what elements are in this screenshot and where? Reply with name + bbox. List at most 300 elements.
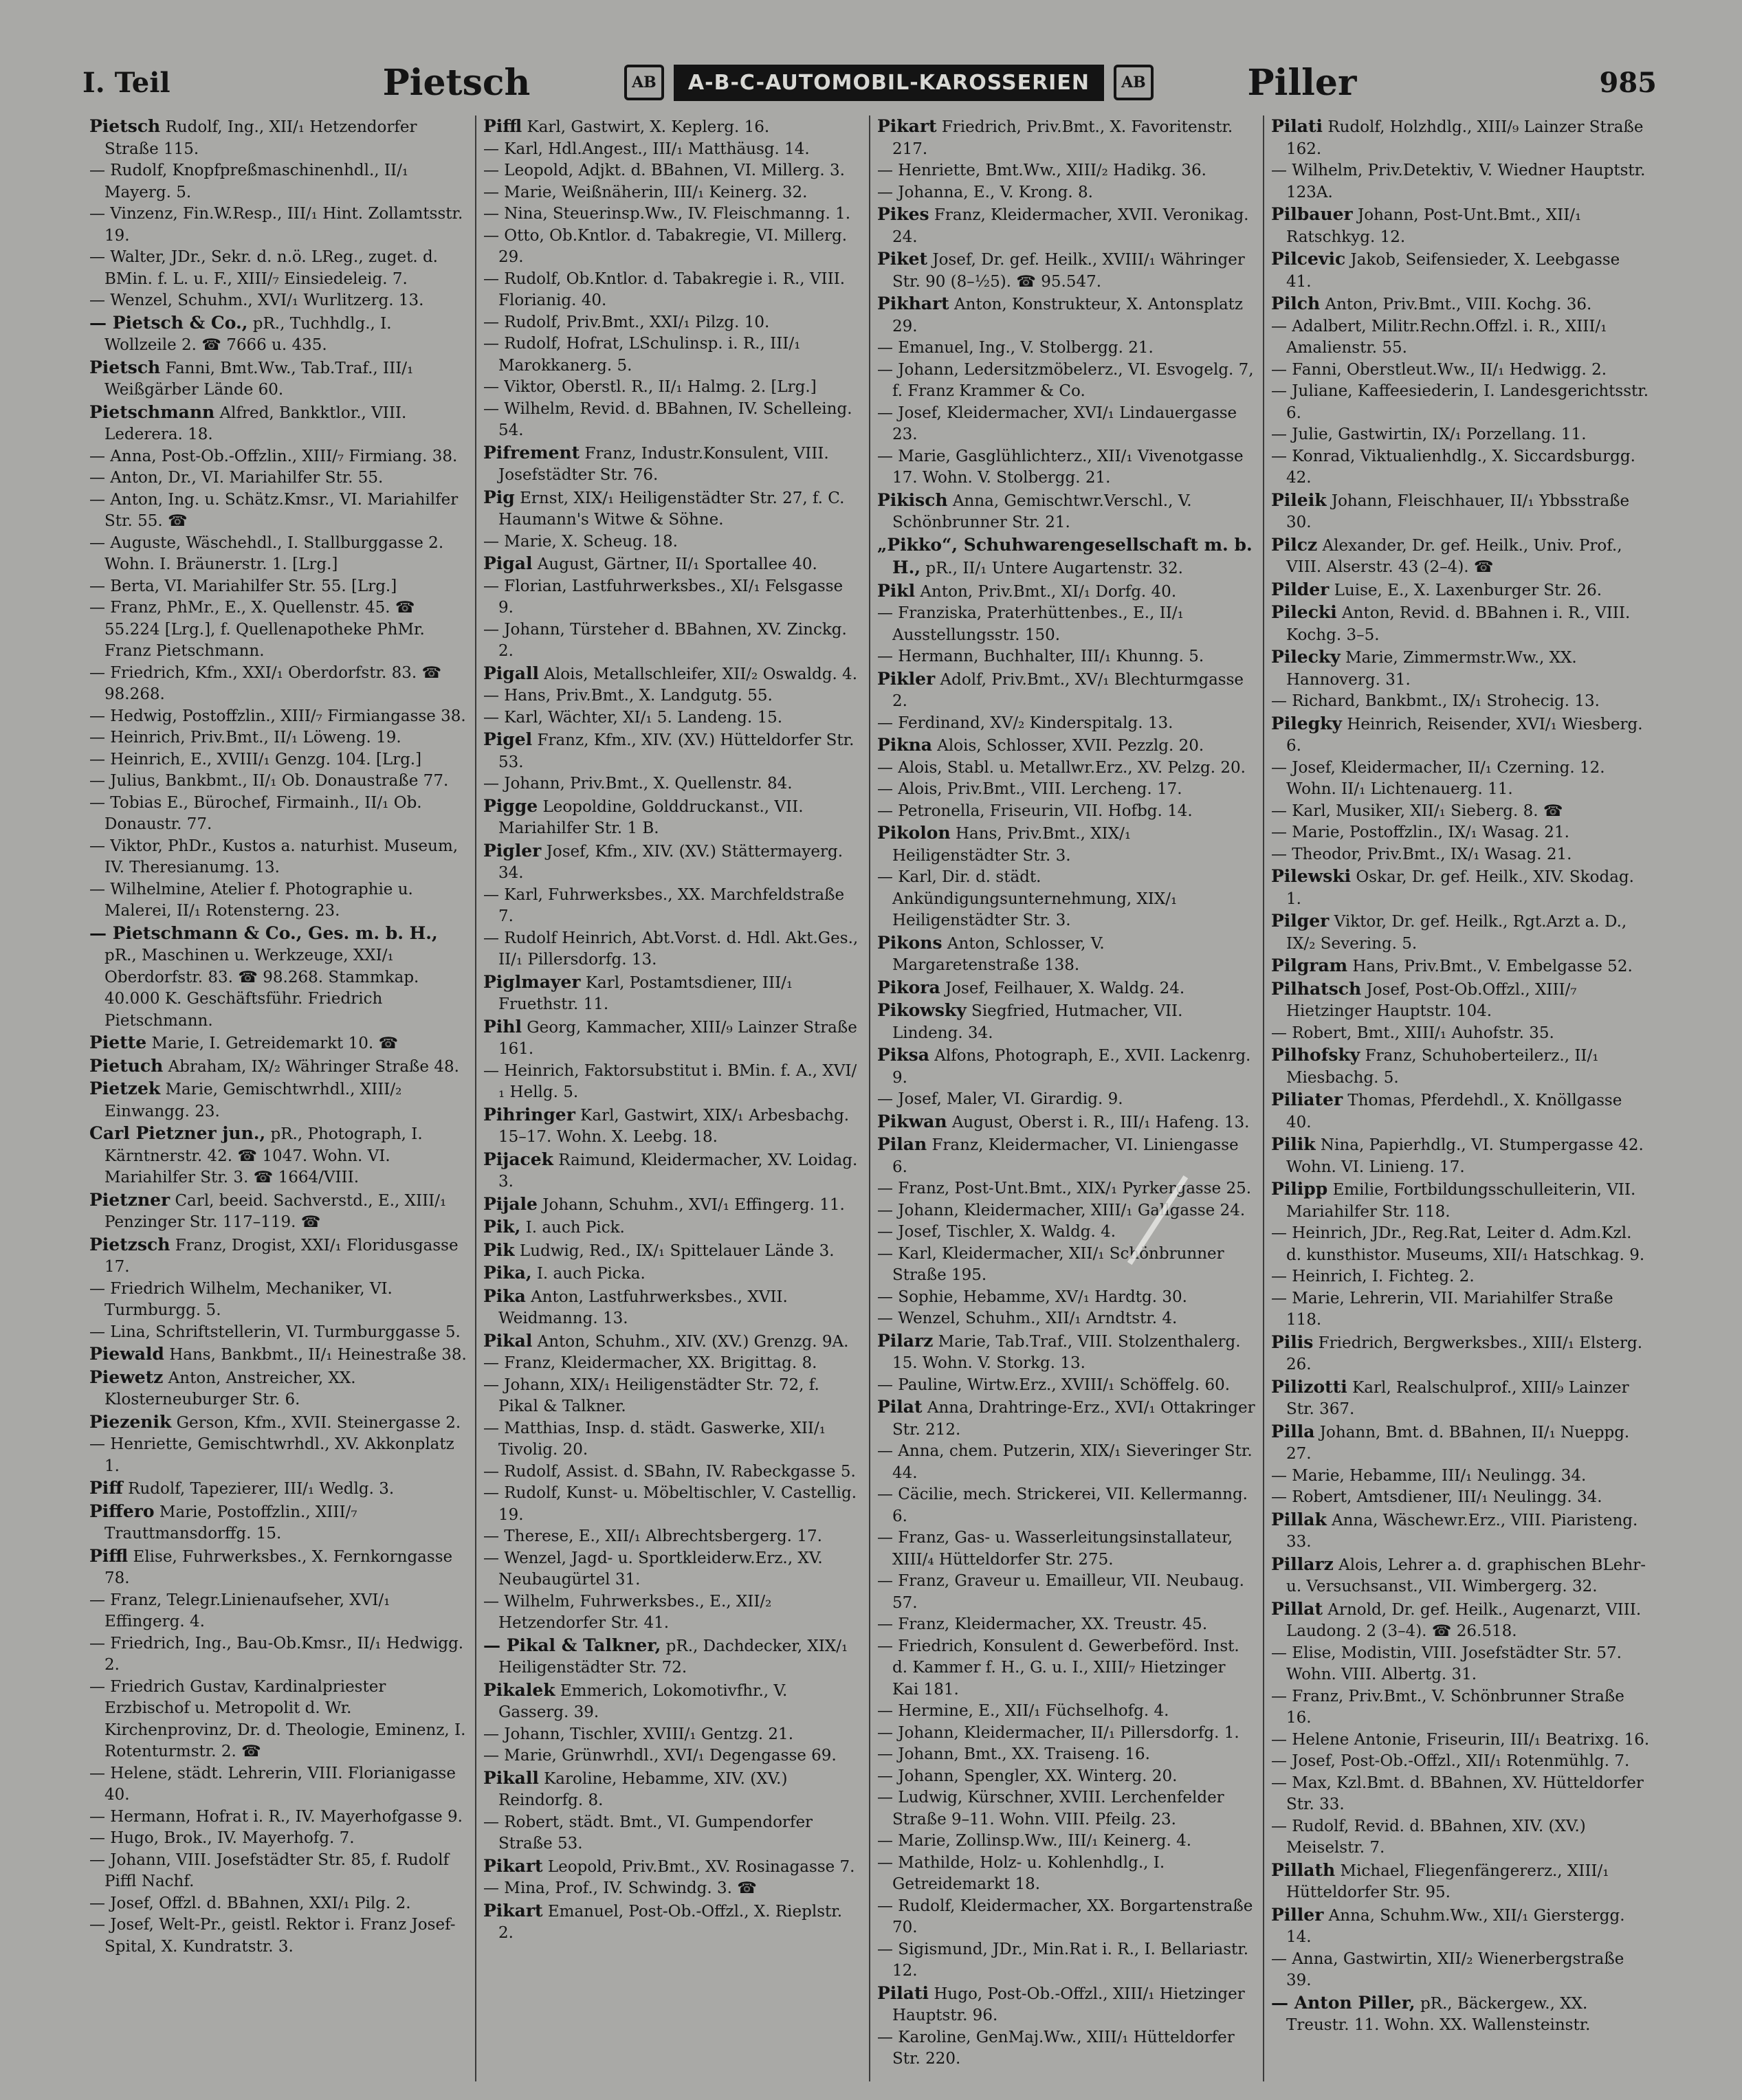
directory-entry bbox=[1271, 1859, 1650, 1904]
entry-text: — Wilhelm, Revid. d. BBahnen, IV. Schelleing. 54. bbox=[483, 399, 852, 439]
entry-surname: Pikalek bbox=[483, 1679, 555, 1700]
entry-text: Anton, Konstrukteur, X. Antonsplatz 29. bbox=[892, 296, 1244, 335]
directory-entry bbox=[89, 115, 468, 160]
entry-text: — Auguste, Wäschehdl., I. Stallburggasse 2. Wohn. I. Bräunerstr. 1. [Lrg.] bbox=[89, 533, 444, 573]
entry-text: — Julie, Gastwirtin, IX/₁ Porzellang. 11. bbox=[1271, 425, 1587, 443]
entry-text: — Helene Antonie, Friseurin, III/₁ Beatrixg. 16. bbox=[1271, 1730, 1650, 1749]
directory-entry bbox=[1271, 1487, 1650, 1509]
entry-text: — Friedrich Gustav, Kardinalpriester Erzbischof u. Metropolit d. Wr. Kirchenprovinz, Dr. d. Theologie, Eminenz, I. Rotenturmstr. 2. ☎ bbox=[89, 1677, 466, 1760]
directory-entry bbox=[1271, 381, 1650, 424]
directory-entry bbox=[89, 1545, 468, 1590]
entry-text: — Marie, Postoffzlin., IX/₁ Wasag. 21. bbox=[1271, 824, 1569, 841]
entry-text: Leopold, Priv.Bmt., XV. Rosinagasse 7. bbox=[542, 1857, 855, 1876]
entry-text: — Johann, Ledersitzmöbelerz., VI. Esvogelg. 7, f. Franz Krammer & Co. bbox=[877, 360, 1254, 400]
entry-surname: Pilhatsch bbox=[1271, 978, 1362, 999]
directory-entry bbox=[1271, 1178, 1650, 1223]
entry-text: — Johann, Kleidermacher, II/₁ Pillersdorfg. 1. bbox=[877, 1723, 1239, 1742]
directory-entry bbox=[89, 312, 468, 357]
entry-surname: Pietschmann bbox=[89, 401, 215, 422]
entry-text: Anton, Priv.Bmt., VIII. Kochg. 36. bbox=[1320, 296, 1592, 313]
directory-entry bbox=[877, 1287, 1256, 1309]
directory-entry bbox=[483, 576, 862, 619]
entry-text: — Franz, Telegr.Linienaufseher, XVI/₁ Effingerg. 4. bbox=[89, 1591, 390, 1631]
entry-text: — Karl, Dir. d. städt. Ankündigungsunternehmung, XIX/₁ Heiligenstädter Str. 3. bbox=[877, 868, 1178, 929]
directory-entry bbox=[877, 1614, 1256, 1636]
entry-surname: Pigall bbox=[483, 663, 539, 683]
directory-entry bbox=[877, 1939, 1256, 1982]
directory-entry bbox=[877, 1831, 1256, 1853]
directory-entry bbox=[89, 1893, 468, 1915]
directory-entry bbox=[483, 225, 862, 269]
entry-text: Leopoldine, Golddruckanst., VII. Mariahilfer Str. 1 B. bbox=[498, 797, 804, 837]
page-number: 985 bbox=[1599, 66, 1657, 99]
entry-surname: Piffero bbox=[89, 1501, 155, 1521]
directory-entry bbox=[1271, 1089, 1650, 1134]
entry-surname: Pietsch bbox=[89, 357, 161, 377]
entry-text: — Anton, Dr., VI. Mariahilfer Str. 55. bbox=[89, 469, 384, 487]
entry-text: — Josef, Offzl. d. BBahnen, XXI/₁ Pilg. 2. bbox=[89, 1894, 411, 1912]
entry-surname: Pikart bbox=[877, 116, 937, 136]
entry-surname: Pilarz bbox=[877, 1330, 934, 1351]
directory-entry bbox=[1271, 446, 1650, 489]
entry-text: — Adalbert, Militr.Rechn.Offzl. i. R., XIII/₁ Amalienstr. 55. bbox=[1271, 317, 1607, 357]
entry-text: — Konrad, Viktualienhdlg., X. Siccardsburgg. 42. bbox=[1271, 447, 1635, 487]
entry-text: — Rudolf, Kleidermacher, XX. Borgartenstraße 70. bbox=[877, 1897, 1253, 1936]
directory-entry bbox=[877, 1244, 1256, 1287]
entry-text: Oskar, Dr. gef. Heilk., XIV. Skodag. 1. bbox=[1286, 868, 1634, 908]
entry-text: — Heinrich, JDr., Reg.Rat, Leiter d. Adm.Kzl. d. kunsthistor. Museums, XII/₁ Hatschkag. 9. bbox=[1271, 1224, 1645, 1264]
directory-entry bbox=[89, 160, 468, 203]
directory-entry bbox=[89, 1477, 468, 1501]
directory-entry bbox=[89, 1411, 468, 1435]
entry-text: — Richard, Bankbmt., IX/₁ Strohecig. 13. bbox=[1271, 692, 1600, 710]
entry-text: — Alois, Stabl. u. Metallwr.Erz., XV. Pelzg. 20. bbox=[877, 758, 1246, 777]
entry-text: Alfons, Photograph, E., XVII. Lackenrg. 9. bbox=[892, 1047, 1251, 1087]
entry-text: Karl, Gastwirt, XIX/₁ Arbesbachg. 15–17. Wohn. X. Leebg. 18. bbox=[498, 1106, 850, 1146]
entry-surname: Pilcevic bbox=[1271, 249, 1346, 269]
directory-entry bbox=[877, 779, 1256, 801]
entry-surname: Pilhofsky bbox=[1271, 1045, 1360, 1065]
entry-surname: Pilat bbox=[877, 1397, 923, 1417]
directory-entry bbox=[877, 1044, 1256, 1089]
directory-entry bbox=[483, 1745, 862, 1767]
entry-text: Anton, Revid. d. BBahnen i. R., VIII. Kochg. 3–5. bbox=[1286, 604, 1631, 644]
entry-surname: Pileik bbox=[1271, 489, 1327, 510]
entry-text: — Rudolf, Assist. d. SBahn, IV. Rabeckgasse 5. bbox=[483, 1462, 856, 1481]
entry-text: — Franz, Kleidermacher, XX. Brigittag. 8. bbox=[483, 1354, 817, 1372]
directory-entry bbox=[877, 1330, 1256, 1375]
entry-surname: Pilcz bbox=[1271, 534, 1318, 555]
directory-entry bbox=[89, 771, 468, 793]
directory-entry bbox=[1271, 1509, 1650, 1554]
entry-text: — Franz, Graveur u. Emailleur, VII. Neubaug. 57. bbox=[877, 1572, 1244, 1612]
directory-entry bbox=[483, 1461, 862, 1483]
entry-text: — Robert, städt. Bmt., VI. Gumpendorfer Straße 53. bbox=[483, 1813, 813, 1853]
entry-text: August, Oberst i. R., III/₁ Hafeng. 13. bbox=[947, 1113, 1250, 1131]
entry-surname: Pillat bbox=[1271, 1598, 1323, 1619]
directory-entry bbox=[877, 1308, 1256, 1330]
entry-surname: Pik bbox=[483, 1239, 515, 1260]
entry-text: — Karl, Wächter, XI/₁ 5. Landeng. 15. bbox=[483, 708, 783, 727]
directory-entry bbox=[483, 1855, 862, 1879]
directory-entry bbox=[1271, 1992, 1650, 2037]
directory-entry bbox=[1271, 1466, 1650, 1488]
entry-surname: Pilegky bbox=[1271, 713, 1343, 733]
entry-text: Viktor, Dr. gef. Heilk., Rgt.Arzt a. D., IX/₂ Severing. 5. bbox=[1286, 913, 1627, 953]
directory-entry bbox=[483, 663, 862, 686]
entry-surname: Pikhart bbox=[877, 294, 949, 313]
entry-text: — Mathilde, Holz- u. Kohlenhdlg., I. Getreidemarkt 18. bbox=[877, 1853, 1165, 1893]
directory-entry bbox=[483, 1724, 862, 1746]
entry-text: Marie, Zimmermstr.Ww., XX. Hannoverg. 31. bbox=[1286, 649, 1577, 689]
directory-entry bbox=[1271, 248, 1650, 293]
entry-surname: Pilan bbox=[877, 1134, 927, 1154]
directory-entry bbox=[877, 1089, 1256, 1111]
directory-entry bbox=[1271, 1266, 1650, 1288]
directory-entry bbox=[877, 1200, 1256, 1222]
entry-text: — Franz, Kleidermacher, XX. Treustr. 45. bbox=[877, 1615, 1208, 1633]
directory-entry bbox=[89, 793, 468, 836]
entry-text: — Leopold, Adjkt. d. BBahnen, VI. Millerg. 3. bbox=[483, 162, 845, 179]
entry-text: Gerson, Kfm., XVII. Steinergasse 2. bbox=[171, 1413, 461, 1432]
entry-text: Alois, Metallschleifer, XII/₂ Oswaldg. 4. bbox=[538, 665, 858, 683]
directory-entry bbox=[483, 139, 862, 161]
directory-entry bbox=[89, 1828, 468, 1850]
directory-entry bbox=[1271, 1643, 1650, 1686]
entry-text: Heinrich, Reisender, XVI/₁ Wiesberg. 6. bbox=[1286, 715, 1643, 755]
directory-entry bbox=[877, 1484, 1256, 1527]
directory-entry bbox=[483, 840, 862, 885]
entry-surname: Pilger bbox=[1271, 911, 1330, 931]
directory-entry bbox=[1271, 1816, 1650, 1859]
entry-text: — Marie, Gasglühlichterz., XII/₁ Vivenotgasse 17. Wohn. V. Stolbergg. 21. bbox=[877, 447, 1244, 487]
entry-text: Arnold, Dr. gef. Heilk., Augenarzt, VIII. Laudong. 2 (3–4). ☎ 26.518. bbox=[1286, 1600, 1642, 1640]
directory-entry bbox=[1271, 1331, 1650, 1376]
entry-text: Marie, Tab.Traf., VIII. Stolzenthalerg. 15. Wohn. V. Storkg. 13. bbox=[892, 1332, 1241, 1372]
directory-entry bbox=[877, 160, 1256, 182]
entry-text: Siegfried, Hutmacher, VII. Lindeng. 34. bbox=[892, 1002, 1183, 1042]
entry-text: — Lina, Schriftstellerin, VI. Turmburggasse 5. bbox=[89, 1323, 461, 1341]
directory-entry bbox=[877, 734, 1256, 758]
entry-text: Anna, Schuhm.Ww., XII/₁ Gierstergg. 14. bbox=[1286, 1906, 1625, 1946]
directory-entry bbox=[877, 977, 1256, 1000]
entry-text: — Johann, Bmt., XX. Traiseng. 16. bbox=[877, 1745, 1150, 1763]
entry-surname: Pilati bbox=[1271, 116, 1323, 136]
directory-entry bbox=[89, 922, 468, 1032]
directory-entry bbox=[877, 999, 1256, 1044]
entry-surname: Pilder bbox=[1271, 579, 1330, 599]
entry-surname: Pilecki bbox=[1271, 602, 1337, 622]
directory-entry bbox=[1271, 1686, 1650, 1729]
page-header bbox=[82, 48, 1657, 117]
entry-surname: Piller bbox=[1271, 1904, 1324, 1925]
entry-text: — Josef, Post-Ob.-Offzl., XII/₁ Rotenmühlg. 7. bbox=[1271, 1752, 1630, 1770]
entry-text: — Josef, Kleidermacher, II/₁ Czerning. 12. Wohn. II/₁ Lichtenauerg. 11. bbox=[1271, 758, 1605, 798]
entry-surname: Pietzsch bbox=[89, 1234, 170, 1255]
directory-entry bbox=[877, 1178, 1256, 1200]
entry-text: Emanuel, Post-Ob.-Offzl., X. Rieplstr. 2. bbox=[498, 1902, 843, 1942]
entry-surname: Piket bbox=[877, 249, 928, 269]
entry-text: — Anna, Post-Ob.-Offzlin., XIII/₇ Firmiang. 38. bbox=[89, 447, 458, 465]
directory-entry bbox=[877, 115, 1256, 160]
directory-entry bbox=[1271, 489, 1650, 534]
entry-text: Josef, Feilhauer, X. Waldg. 24. bbox=[940, 979, 1185, 997]
entry-text: Anna, Wäschewr.Erz., VIII. Piaristeng. 33. bbox=[1286, 1511, 1638, 1551]
directory-entry bbox=[877, 403, 1256, 446]
entry-text: pR., Bäckergew., XX. Treustr. 11. Wohn. XX. Wallensteinstr. bbox=[1286, 1994, 1591, 2034]
entry-text: Alfred, Bankktlor., VIII. Lederera. 18. bbox=[104, 404, 407, 443]
entry-text: Adolf, Priv.Bmt., XV/₁ Blechturmgasse 2. bbox=[892, 670, 1244, 710]
entry-text: — Josef, Kleidermacher, XVI/₁ Lindauergasse 23. bbox=[877, 404, 1237, 443]
entry-surname: Piffl bbox=[89, 1545, 129, 1566]
directory-entry bbox=[483, 1767, 862, 1812]
entry-text: — Karl, Kleidermacher, XII/₁ Schönbrunner Straße 195. bbox=[877, 1244, 1224, 1284]
entry-text: — Anton, Ing. u. Schätz.Kmsr., VI. Mariahilfer Str. 55. ☎ bbox=[89, 490, 459, 530]
entry-text: — Wilhelm, Fuhrwerksbes., E., XII/₂ Hetzendorfer Str. 41. bbox=[483, 1592, 772, 1632]
advertisement-banner bbox=[624, 65, 1154, 101]
entry-text: Karoline, Hebamme, XIV. (XV.) Reindorfg. 8. bbox=[498, 1769, 788, 1809]
directory-entry bbox=[877, 248, 1256, 293]
entry-text: Josef, Post-Ob.Offzl., XIII/₇ Hietzinger Hauptstr. 104. bbox=[1286, 980, 1577, 1020]
directory-entry bbox=[483, 1375, 862, 1418]
directory-entry bbox=[483, 312, 862, 334]
entry-text: pR., Photograph, I. Kärntnerstr. 42. ☎ 1047. Wohn. VI. Mariahilfer Str. 3. ☎ 1664/VIII. bbox=[104, 1125, 423, 1186]
entry-surname: Pikl bbox=[877, 580, 916, 601]
directory-entry bbox=[1271, 646, 1650, 691]
entry-text: Anna, Drahtringe-Erz., XVI/₁ Ottakringer Str. 212. bbox=[892, 1399, 1255, 1439]
directory-entry bbox=[877, 1396, 1256, 1441]
entry-text: Franz, Drogist, XXI/₁ Floridusgasse 17. bbox=[104, 1236, 459, 1276]
directory-entry bbox=[483, 377, 862, 399]
directory-entry bbox=[89, 836, 468, 879]
entry-text: Emmerich, Lokomotivfhr., V. Gasserg. 39. bbox=[498, 1681, 788, 1721]
emblem-left-icon: AB bbox=[624, 65, 664, 100]
entry-text: — Matthias, Insp. d. städt. Gaswerke, XII/₁ Tivolig. 20. bbox=[483, 1419, 826, 1459]
directory-entry bbox=[89, 401, 468, 446]
entry-surname: Pilgram bbox=[1271, 955, 1348, 975]
directory-entry bbox=[89, 1032, 468, 1055]
entry-surname: Pietsch bbox=[89, 116, 161, 136]
directory-entry bbox=[483, 1591, 862, 1635]
entry-text: — Juliane, Kaffeesiederin, I. Landesgerichtsstr. 6. bbox=[1271, 382, 1649, 422]
entry-text: — Friedrich, Ing., Bau-Ob.Kmsr., II/₁ Hedwigg. 2. bbox=[89, 1634, 464, 1674]
entry-text: — Julius, Bankbmt., II/₁ Ob. Donaustraße 77. bbox=[89, 772, 449, 790]
directory-entry bbox=[1271, 801, 1650, 823]
entry-text: — Hermine, E., XII/₁ Füchselhofg. 4. bbox=[877, 1702, 1169, 1720]
entry-text: Johann, Post-Unt.Bmt., XII/₁ Ratschkyg. 12. bbox=[1286, 206, 1582, 246]
directory-entry bbox=[877, 1982, 1256, 2027]
entry-text: Hans, Priv.Bmt., V. Embelgasse 52. bbox=[1347, 958, 1633, 975]
entry-text: — Ferdinand, XV/₂ Kinderspitalg. 13. bbox=[877, 714, 1173, 732]
directory-entry bbox=[89, 1189, 468, 1234]
directory-entry bbox=[89, 203, 468, 247]
entry-text: I. auch Pick. bbox=[520, 1219, 625, 1237]
entry-surname: Pilipp bbox=[1271, 1179, 1328, 1199]
entry-text: — Franz, Gas- u. Wasserleitungsinstallateur, XIII/₄ Hütteldorfer Str. 275. bbox=[877, 1529, 1233, 1569]
entry-surname: Pihl bbox=[483, 1016, 522, 1037]
directory-entry bbox=[483, 182, 862, 204]
directory-entry bbox=[483, 203, 862, 225]
directory-entry bbox=[1271, 1223, 1650, 1266]
entry-text: — Hedwig, Postoffzlin., XIII/₇ Firmiangasse 38. bbox=[89, 707, 466, 725]
entry-text: — Franz, Post-Unt.Bmt., XIX/₁ Pyrkergasse 25. bbox=[877, 1180, 1252, 1197]
entry-surname: Pigel bbox=[483, 729, 533, 749]
entry-surname: Pikart bbox=[483, 1900, 543, 1921]
entry-text: — Wenzel, Schuhm., XVI/₁ Wurlitzerg. 13. bbox=[89, 291, 424, 309]
entry-text: — Heinrich, E., XVIII/₁ Genzg. 104. [Lrg.] bbox=[89, 750, 422, 769]
entry-text: — Johann, XIX/₁ Heiligenstädter Str. 72, f. Pikal & Talkner. bbox=[483, 1375, 819, 1415]
entry-surname: Pilik bbox=[1271, 1134, 1316, 1154]
directory-entry bbox=[483, 928, 862, 971]
directory-entry bbox=[1271, 203, 1650, 248]
entry-text: Karl, Postamtsdiener, III/₁ Fruethstr. 11. bbox=[498, 973, 793, 1013]
directory-entry bbox=[483, 971, 862, 1016]
entry-text: — Henriette, Bmt.Ww., XIII/₂ Hadikg. 36. bbox=[877, 162, 1206, 179]
directory-entry bbox=[89, 533, 468, 576]
directory-entry bbox=[877, 1636, 1256, 1701]
entry-surname: Pikisch bbox=[877, 489, 948, 510]
directory-entry bbox=[483, 1548, 862, 1591]
entry-text: Johann, Schuhm., XVI/₁ Effingerg. 11. bbox=[537, 1195, 845, 1214]
directory-entry bbox=[89, 467, 468, 489]
directory-entry bbox=[89, 706, 468, 728]
directory-entry bbox=[877, 182, 1256, 204]
entry-text: pR., Tuchhdlg., I. Wollzeile 2. ☎ 7666 u. 435. bbox=[104, 314, 392, 354]
entry-text: — Johann, Türsteher d. BBahnen, XV. Zinckg. 2. bbox=[483, 620, 847, 660]
entry-surname: Pihringer bbox=[483, 1104, 575, 1125]
entry-surname: Carl Pietzner jun., bbox=[89, 1123, 266, 1143]
entry-text: — Karl, Musiker, XII/₁ Sieberg. 8. ☎ bbox=[1271, 802, 1563, 820]
directory-entry bbox=[877, 1441, 1256, 1484]
directory-entry bbox=[877, 1111, 1256, 1134]
entry-surname: — Pikal & Talkner, bbox=[483, 1635, 661, 1655]
entry-text: — Rudolf, Kunst- u. Möbeltischler, V. Castellig. 19. bbox=[483, 1484, 857, 1524]
directory-entry bbox=[483, 729, 862, 773]
entry-text: — Nina, Steuerinsp.Ww., IV. Fleischmanng. 1. bbox=[483, 205, 851, 223]
entry-text: Marie, Gemischtwrhdl., XIII/₂ Einwangg. 23. bbox=[104, 1081, 402, 1120]
column-3 bbox=[870, 115, 1264, 2081]
directory-entry bbox=[483, 1353, 862, 1375]
entry-surname: Pilis bbox=[1271, 1331, 1314, 1352]
entry-text: Alexander, Dr. gef. Heilk., Univ. Prof., VIII. Alserstr. 43 (2–4). ☎ bbox=[1286, 536, 1622, 576]
entry-text: Anna, Gemischtwr.Verschl., V. Schönbrunner Str. 21. bbox=[892, 491, 1192, 531]
directory-entry bbox=[1271, 316, 1650, 360]
directory-entry bbox=[89, 290, 468, 312]
entry-surname: Piewetz bbox=[89, 1367, 164, 1387]
directory-entry bbox=[483, 1679, 862, 1724]
directory-entry bbox=[89, 1123, 468, 1189]
entry-text: — Friedrich, Kfm., XXI/₁ Oberdorfstr. 83. ☎ 98.268. bbox=[89, 663, 442, 703]
entry-text: — Josef, Maler, VI. Girardig. 9. bbox=[877, 1090, 1123, 1108]
entry-text: — Rudolf, Ob.Kntlor. d. Tabakregie i. R., VIII. Florianig. 40. bbox=[483, 269, 846, 309]
entry-text: — Franz, PhMr., E., X. Quellenstr. 45. ☎ 55.224 [Lrg.], f. Quellenapotheke PhMr. Franz Pietschmann. bbox=[89, 599, 425, 660]
directory-entry bbox=[1271, 1023, 1650, 1045]
entry-surname: Pilecky bbox=[1271, 647, 1341, 667]
directory-entry bbox=[877, 1766, 1256, 1788]
entry-surname: Pikal bbox=[483, 1330, 533, 1351]
entry-surname: Pilati bbox=[877, 1982, 929, 2003]
entry-text: — Heinrich, I. Fichteg. 2. bbox=[1271, 1268, 1475, 1285]
entry-text: — Emanuel, Ing., V. Stolbergg. 21. bbox=[877, 339, 1154, 357]
entry-text: — Theodor, Priv.Bmt., IX/₁ Wasag. 21. bbox=[1271, 845, 1572, 863]
entry-text: — Rudolf, Revid. d. BBahnen, XIV. (XV.) Meiselstr. 7. bbox=[1271, 1817, 1586, 1857]
entry-surname: — Anton Piller, bbox=[1271, 1992, 1415, 2013]
entry-text: Abraham, IX/₂ Währinger Straße 48. bbox=[163, 1057, 459, 1076]
directory-entry bbox=[483, 1016, 862, 1061]
entry-text: Georg, Kammacher, XIII/₉ Lainzer Straße 161. bbox=[498, 1018, 857, 1058]
entry-text: Jakob, Seifensieder, X. Leebgasse 41. bbox=[1286, 251, 1620, 291]
entry-text: Hans, Bankbmt., II/₁ Heinestraße 38. bbox=[164, 1346, 467, 1364]
entry-text: — Berta, VI. Mariahilfer Str. 55. [Lrg.] bbox=[89, 577, 397, 595]
directory-entry bbox=[89, 1590, 468, 1633]
directory-entry bbox=[483, 1418, 862, 1461]
directory-entry bbox=[483, 619, 862, 663]
entry-surname: Pika, bbox=[483, 1263, 532, 1283]
entry-text: Nina, Papierhdlg., VI. Stumpergasse 42. Wohn. VI. Linieng. 17. bbox=[1286, 1136, 1644, 1176]
directory-entry bbox=[483, 1216, 862, 1239]
entry-text: Alois, Schlosser, XVII. Pezzlg. 20. bbox=[932, 737, 1204, 755]
directory-entry bbox=[483, 685, 862, 707]
entry-text: Anton, Anstreicher, XX. Klosterneuburger Str. 6. bbox=[104, 1369, 356, 1408]
directory-entry bbox=[89, 1055, 468, 1079]
column-4 bbox=[1264, 115, 1657, 2081]
directory-entry bbox=[1271, 1598, 1650, 1643]
directory-entry bbox=[1271, 1288, 1650, 1331]
entry-text: — Sigismund, JDr., Min.Rat i. R., I. Bellariastr. 12. bbox=[877, 1940, 1249, 1980]
directory-entry bbox=[89, 1279, 468, 1322]
directory-entry bbox=[89, 663, 468, 706]
entry-text: — Walter, JDr., Sekr. d. n.ö. LReg., zuget. d. BMin. f. L. u. F., XIII/₇ Einsiedeleig. 7. bbox=[89, 248, 438, 288]
entry-text: — Ludwig, Kürschner, XVIII. Lerchenfelder Straße 9–11. Wohn. VIII. Pfeilg. 23. bbox=[877, 1789, 1224, 1828]
entry-text: Franz, Kleidermacher, XVII. Veronikag. 24. bbox=[892, 206, 1249, 246]
entry-surname: — Pietschmann & Co., Ges. m. b. H., bbox=[89, 922, 438, 943]
directory-entry bbox=[877, 646, 1256, 668]
directory-entry bbox=[483, 115, 862, 139]
entry-text: August, Gärtner, II/₁ Sportallee 40. bbox=[532, 555, 817, 573]
entry-surname: Pig bbox=[483, 487, 515, 507]
directory-entry bbox=[877, 1375, 1256, 1397]
directory-entry bbox=[1271, 534, 1650, 579]
entry-surname: Pikes bbox=[877, 204, 929, 224]
entry-text: — Johanna, E., V. Krong. 8. bbox=[877, 183, 1093, 201]
directory-entry bbox=[1271, 955, 1650, 978]
entry-surname: Pigler bbox=[483, 840, 542, 861]
entry-text: Rudolf, Holzhdlg., XIII/₉ Lainzer Straße 162. bbox=[1286, 118, 1644, 158]
directory-entry bbox=[1271, 1554, 1650, 1598]
entry-text: — Robert, Bmt., XIII/₁ Auhofstr. 35. bbox=[1271, 1024, 1554, 1042]
entry-text: Karl, Gastwirt, X. Keplerg. 16. bbox=[522, 118, 770, 136]
entry-text: — Marie, Grünwrhdl., XVI/₁ Degengasse 69. bbox=[483, 1747, 837, 1765]
directory-entry bbox=[1271, 910, 1650, 955]
entry-surname: Pijale bbox=[483, 1193, 538, 1214]
directory-entry bbox=[483, 773, 862, 795]
entry-text: — Hans, Priv.Bmt., X. Landgutg. 55. bbox=[483, 687, 773, 705]
directory-entry bbox=[877, 293, 1256, 338]
entry-surname: — Pietsch & Co., bbox=[89, 312, 248, 333]
directory-entry bbox=[877, 534, 1256, 580]
entry-text: — Otto, Ob.Kntlor. d. Tabakregie, VI. Millerg. 29. bbox=[483, 226, 848, 266]
entry-surname: Piewald bbox=[89, 1344, 164, 1364]
entry-surname: Piglmayer bbox=[483, 971, 581, 992]
directory-entry bbox=[1271, 1949, 1650, 1992]
directory-entry bbox=[1271, 691, 1650, 713]
directory-entry bbox=[1271, 1729, 1650, 1751]
entry-text: — Anna, chem. Putzerin, XIX/₁ Sieveringer Str. 44. bbox=[877, 1442, 1253, 1482]
directory-entry bbox=[1271, 1044, 1650, 1089]
banner-title: A-B-C-AUTOMOBIL-KAROSSERIEN bbox=[674, 65, 1104, 101]
entry-text: — Helene, städt. Lehrerin, VIII. Florianigasse 40. bbox=[89, 1764, 456, 1804]
directory-entry bbox=[89, 357, 468, 401]
